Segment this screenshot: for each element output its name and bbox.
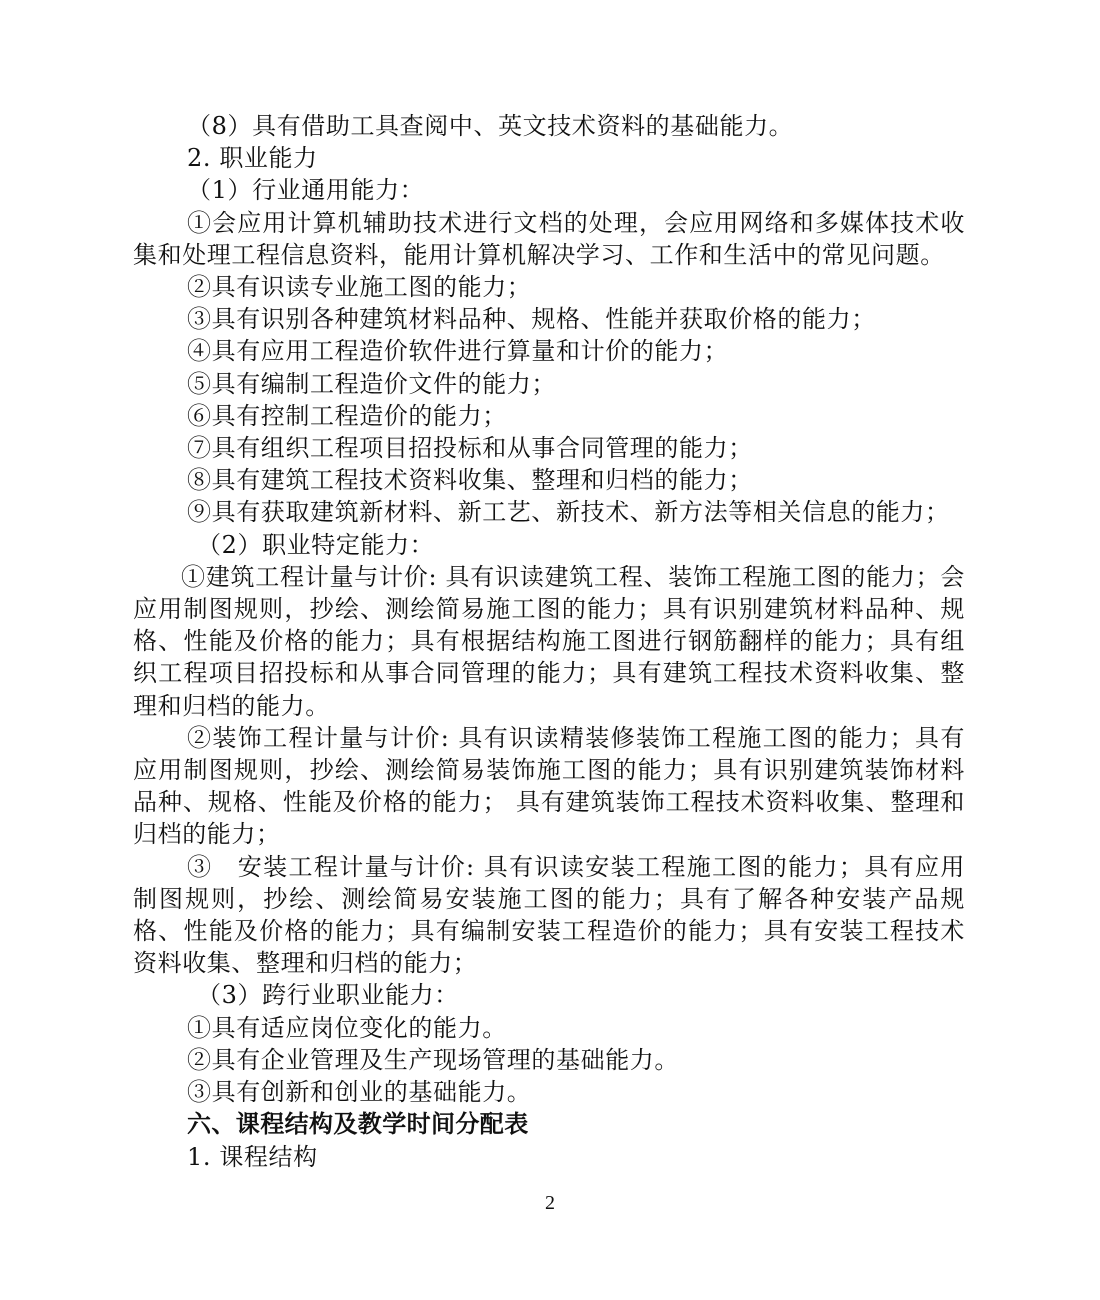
paragraph: ⑥具有控制工程造价的能力； bbox=[187, 401, 507, 430]
paragraph: ②具有企业管理及生产现场管理的基础能力。 bbox=[187, 1045, 679, 1074]
section-heading: 六、课程结构及教学时间分配表 bbox=[187, 1110, 529, 1139]
paragraph: ⑨具有获取建筑新材料、新工艺、新技术、新方法等相关信息的能力； bbox=[187, 498, 950, 527]
page-number: 2 bbox=[545, 1192, 555, 1214]
paragraph: ②装饰工程计量与计价: 具有识读精装修装饰工程施工图的能力；具有应用制图规则，抄绘、测绘简易装饰施工图的能力；具有识别建筑装饰材料品种、规格、性能及价格的能力； 具有建筑装饰工程技术资料收集、整理和归档的能力； bbox=[133, 723, 965, 849]
paragraph: ③具有创新和创业的基础能力。 bbox=[187, 1078, 532, 1107]
paragraph: ⑧具有建筑工程技术资料收集、整理和归档的能力； bbox=[187, 466, 753, 495]
paragraph: ②具有识读专业施工图的能力； bbox=[187, 273, 532, 302]
paragraph: ③ 安装工程计量与计价: 具有识读安装工程施工图的能力；具有应用制图规则，抄绘、测绘简易安装施工图的能力；具有了解各种安装产品规格、性能及价格的能力；具有编制安装工程造价的能力；具有安装工程技术资料收集、整理和归档的能力； bbox=[133, 852, 965, 978]
paragraph: 1. 课程结构 bbox=[187, 1142, 318, 1171]
paragraph: ⑤具有编制工程造价文件的能力； bbox=[187, 369, 556, 398]
document-body bbox=[133, 110, 965, 1173]
paragraph: 2. 职业能力 bbox=[187, 144, 318, 173]
paragraph: ①具有适应岗位变化的能力。 bbox=[187, 1013, 507, 1042]
paragraph: （2）职业特定能力： bbox=[197, 530, 435, 559]
paragraph: （3）跨行业职业能力： bbox=[197, 981, 459, 1010]
paragraph: （1）行业通用能力： bbox=[187, 176, 425, 205]
paragraph: ⑦具有组织工程项目招投标和从事合同管理的能力； bbox=[187, 434, 753, 463]
paragraph: （8）具有借助工具查阅中、英文技术资料的基础能力。 bbox=[187, 112, 794, 140]
paragraph: ①建筑工程计量与计价: 具有识读建筑工程、装饰工程施工图的能力；会应用制图规则，抄绘、测绘简易施工图的能力；具有识别建筑材料品种、规格、性能及价格的能力；具有根据结构施工图进行钢筋翻样的能力；具有组织工程项目招投标和从事合同管理的能力；具有建筑工程技术资料收集、整理和归档的能力。 bbox=[133, 562, 965, 720]
paragraph: ④具有应用工程造价软件进行算量和计价的能力； bbox=[187, 337, 729, 366]
paragraph: ③具有识别各种建筑材料品种、规格、性能并获取价格的能力； bbox=[187, 305, 876, 334]
paragraph: ①会应用计算机辅助技术进行文档的处理，会应用网络和多媒体技术收集和处理工程信息资料，能用计算机解决学习、工作和生活中的常见问题。 bbox=[133, 208, 965, 269]
